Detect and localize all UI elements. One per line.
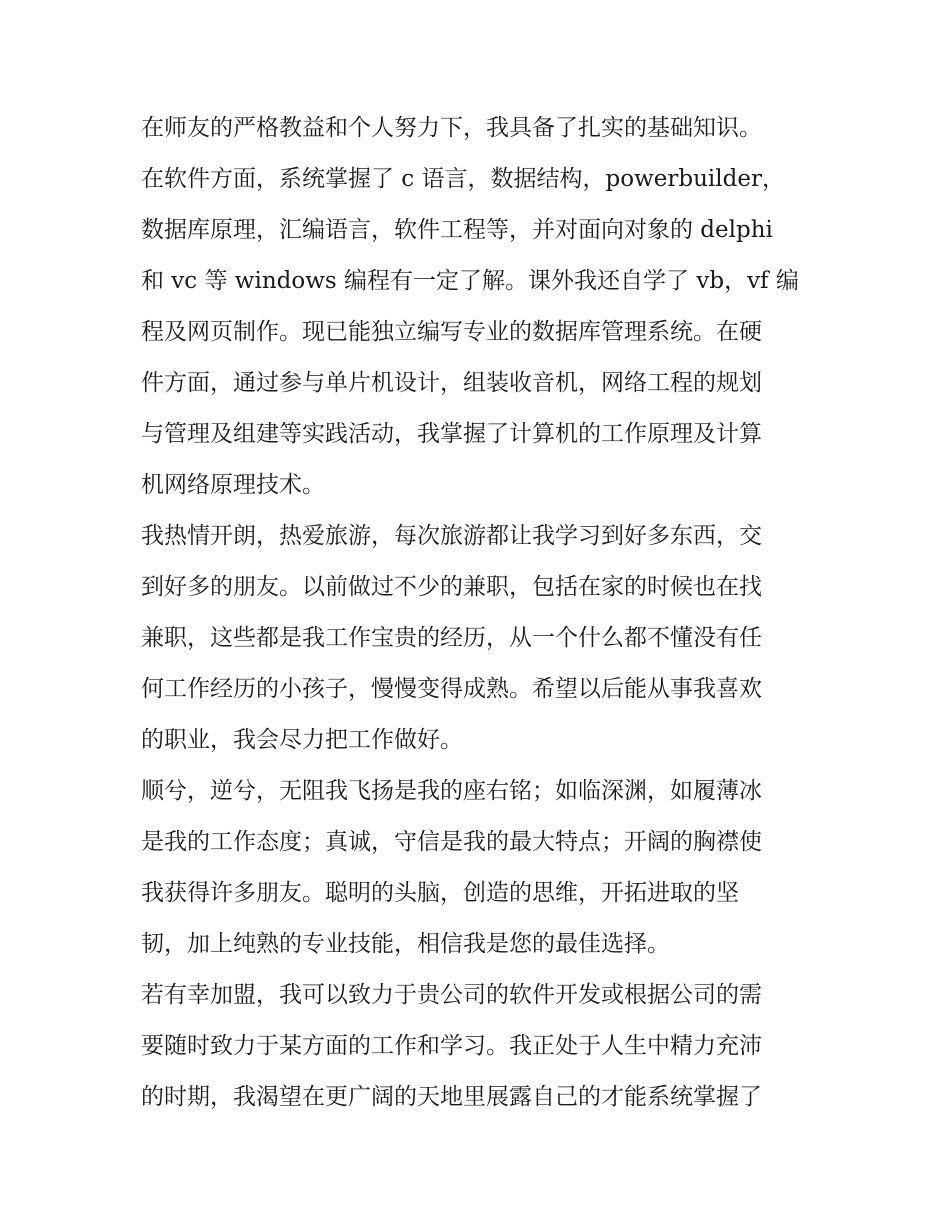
text-line: 与管理及组建等实践活动，我掌握了计算机的工作原理及计算 (141, 421, 762, 447)
text-line: 到好多的朋友。以前做过不少的兼职，包括在家的时候也在找 (141, 574, 762, 600)
text-line: 要随时致力于某方面的工作和学习。我正处于人生中精力充沛 (141, 1033, 762, 1059)
text-line: 何工作经历的小孩子，慢慢变得成熟。希望以后能从事我喜欢 (141, 676, 762, 702)
text-line: 兼职，这些都是我工作宝贵的经历，从一个什么都不懂没有任 (141, 625, 762, 651)
text-line: 韧，加上纯熟的专业技能，相信我是您的最佳选择。 (141, 931, 670, 957)
text-line: 机网络原理技术。 (141, 472, 325, 498)
text-line: 我热情开朗，热爱旅游，每次旅游都让我学习到好多东西，交 (141, 523, 762, 549)
text-line: 若有幸加盟，我可以致力于贵公司的软件开发或根据公司的需 (141, 982, 762, 1008)
text-line: 程及网页制作。现已能独立编写专业的数据库管理系统。在硬 (141, 319, 762, 345)
text-line: 在软件方面，系统掌握了 c 语言，数据结构，powerbuilder， (141, 166, 785, 192)
text-line: 的时期，我渴望在更广阔的天地里展露自己的才能系统掌握了 (141, 1084, 762, 1110)
text-line: 顺兮，逆兮，无阻我飞扬是我的座右铭；如临深渊，如履薄冰 (141, 778, 762, 804)
text-line: 件方面，通过参与单片机设计，组装收音机，网络工程的规划 (141, 370, 762, 396)
text-line: 是我的工作态度；真诚，守信是我的最大特点；开阔的胸襟使 (141, 829, 762, 855)
text-line: 在师友的严格教益和个人努力下，我具备了扎实的基础知识。 (141, 115, 762, 141)
text-line: 数据库原理，汇编语言，软件工程等，并对面向对象的 delphi (141, 217, 773, 243)
text-line: 和 vc 等 windows 编程有一定了解。课外我还自学了 vb，vf 编 (141, 268, 799, 294)
text-line: 的职业，我会尽力把工作做好。 (141, 727, 463, 753)
text-line: 我获得许多朋友。聪明的头脑，创造的思维，开拓进取的坚 (141, 880, 739, 906)
body-text (141, 103, 811, 1123)
